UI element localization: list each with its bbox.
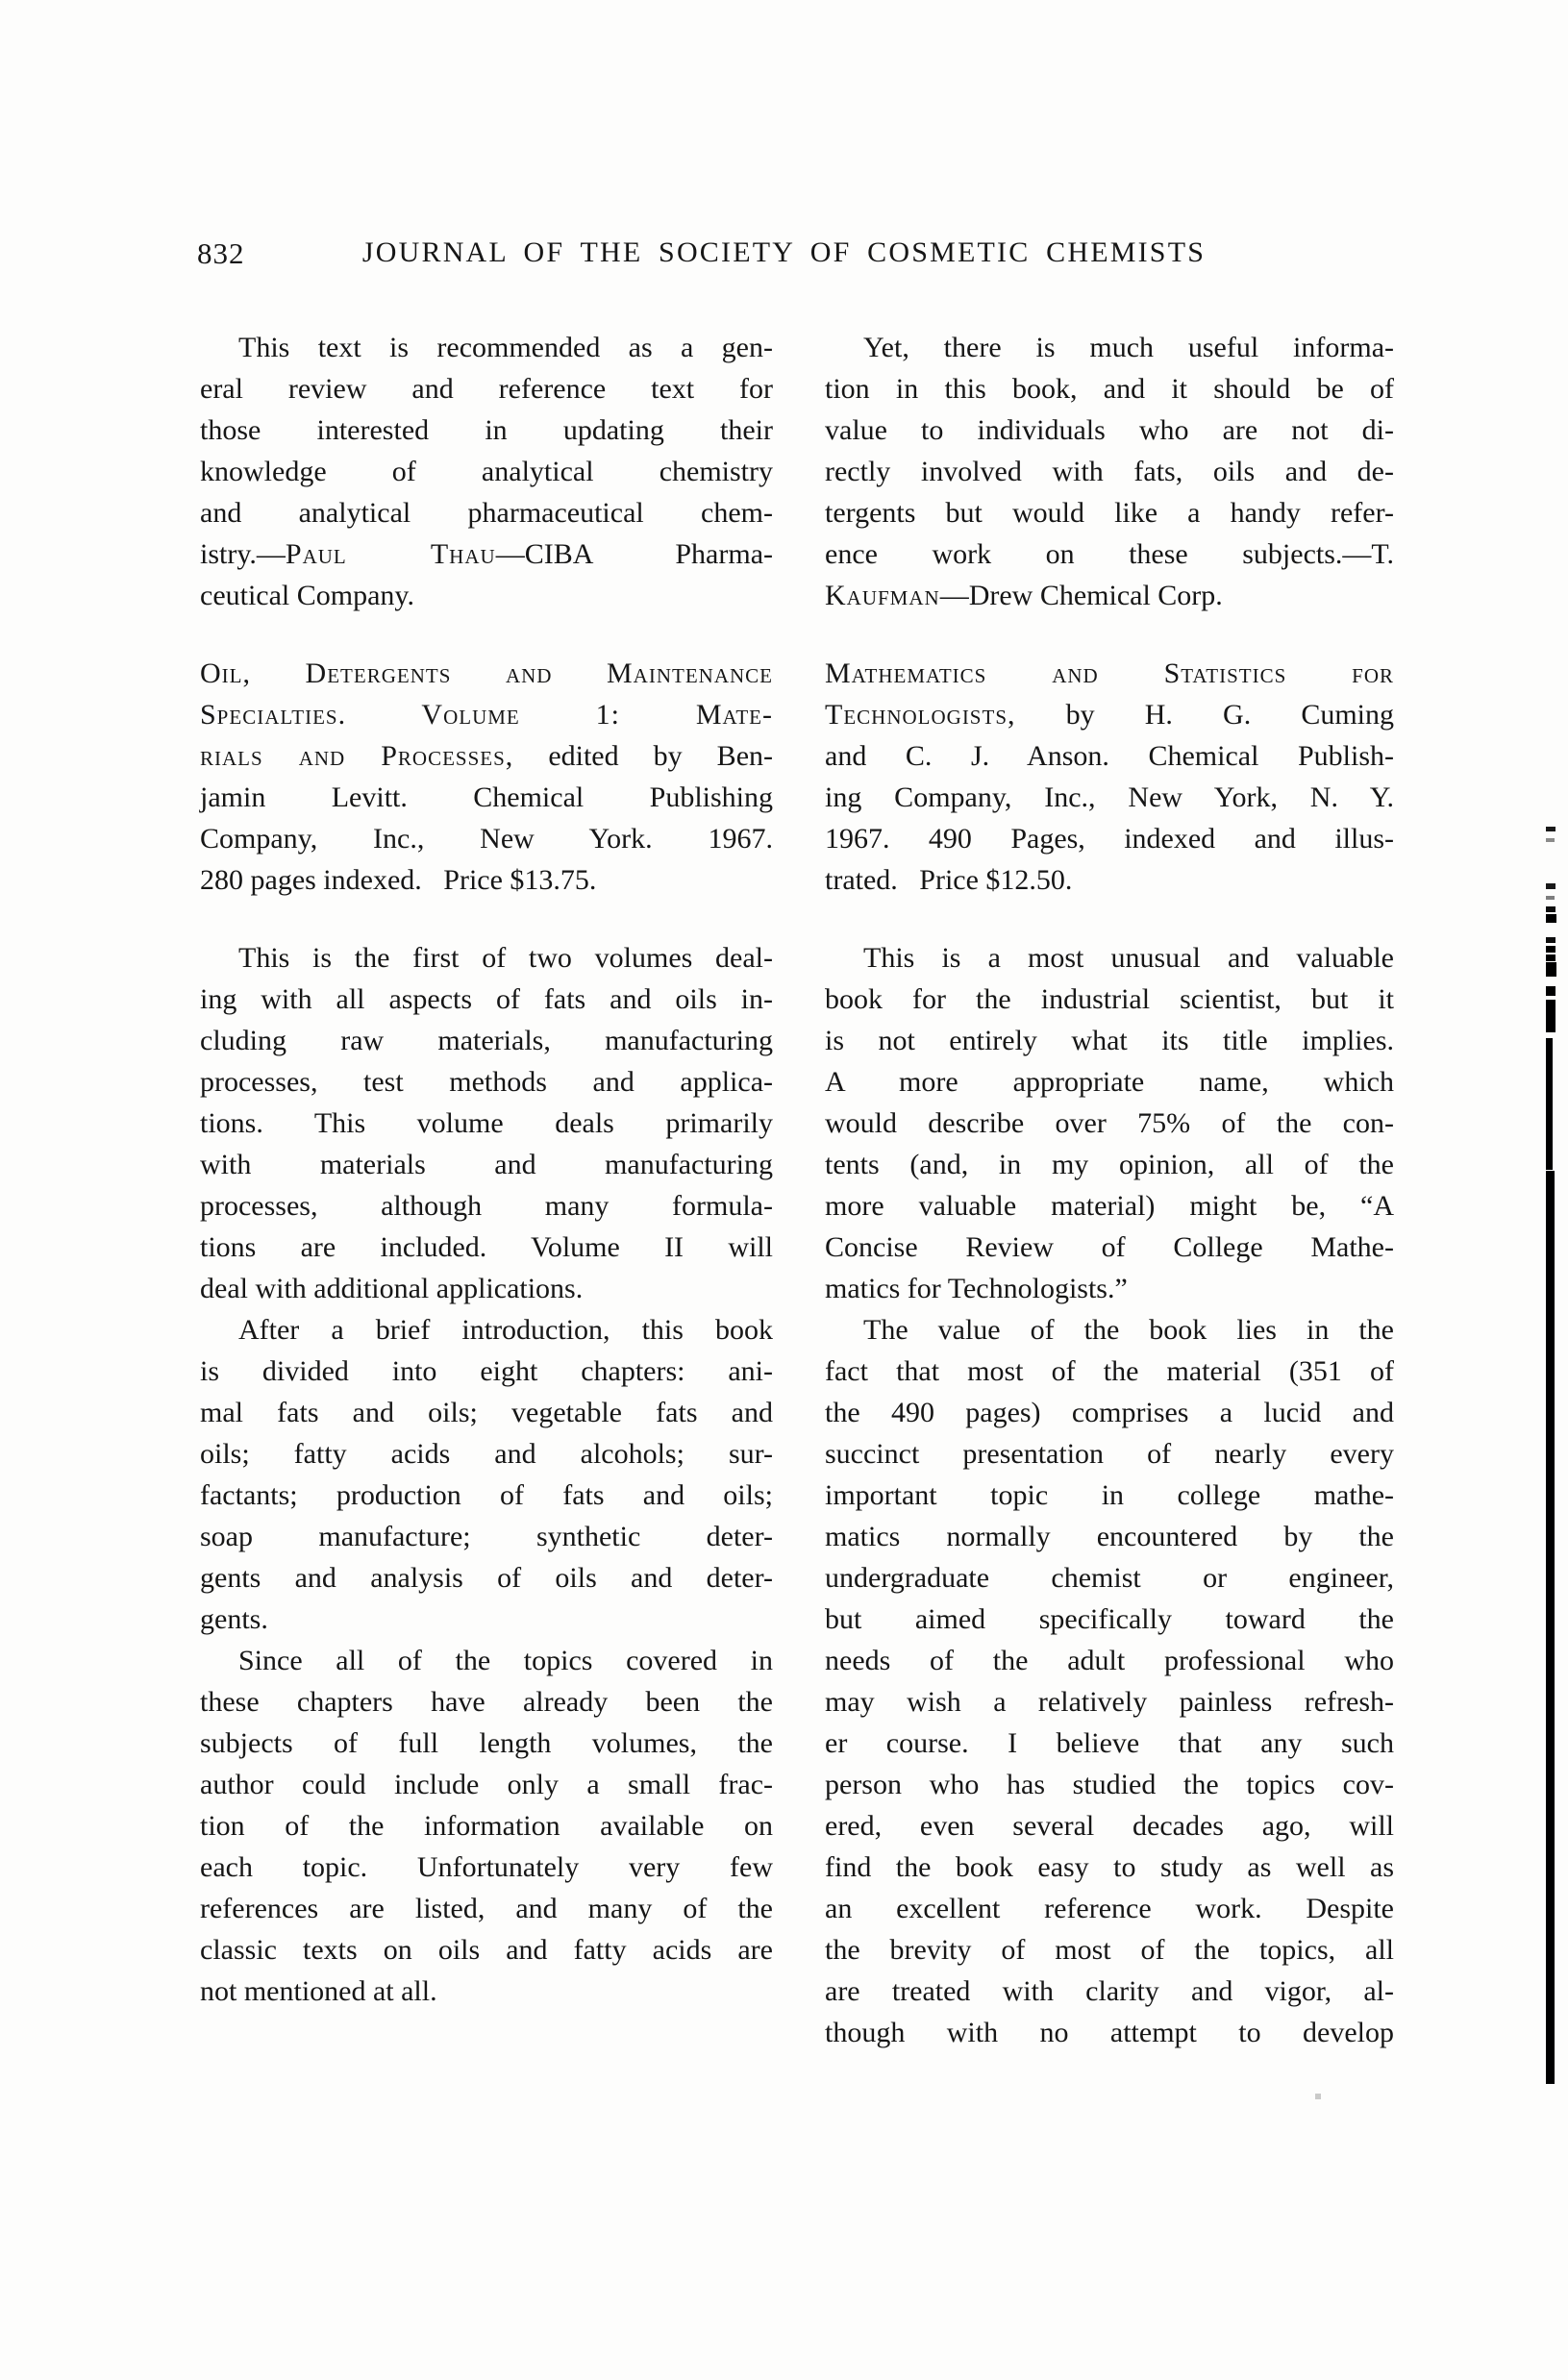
text-line: deal with additional applications. [200, 1273, 584, 1304]
text-line: ence work on these subjects.—T. [825, 538, 1394, 570]
scan-artifact-mark [1546, 827, 1556, 831]
text-line: references are listed, and many of the [200, 1893, 773, 1924]
text-line: tions are included. Volume II will [200, 1231, 773, 1263]
text-line: though with no attempt to develop [825, 2017, 1394, 2048]
text-line: istry.—Paul Thau—CIBA Pharma- [200, 538, 774, 570]
text-line: rials and Processes, edited by Ben- [200, 740, 773, 772]
text-line: oils; fatty acids and alcohols; sur- [200, 1438, 773, 1470]
text-line: 1967. 490 Pages, indexed and illus- [825, 823, 1394, 855]
text-line: Kaufman—Drew Chemical Corp. [825, 580, 1223, 611]
text-line: needs of the adult professional who [825, 1645, 1394, 1676]
text-line: undergraduate chemist or engineer, [825, 1562, 1394, 1594]
text-line: gents and analysis of oils and deter- [200, 1562, 773, 1594]
text-line: soap manufacture; synthetic deter- [200, 1521, 773, 1552]
text-line: tergents but would like a handy refer- [825, 497, 1394, 529]
text-line: 280 pages indexed. Price $13.75. [200, 864, 597, 896]
text-line: Yet, there is much useful informa- [863, 332, 1394, 363]
text-line: knowledge of analytical chemistry [200, 456, 773, 487]
text-line [200, 694, 773, 735]
text-line: tents (and, in my opinion, all of the [825, 1149, 1394, 1180]
text-line: Company, Inc., New York. 1967. [200, 823, 773, 855]
right-column [825, 327, 1394, 2053]
text-line: the brevity of most of the topics, all [825, 1934, 1394, 1966]
text-line: The value of the book lies in the [863, 1314, 1394, 1346]
scan-artifact-mark [1546, 883, 1556, 889]
text-line: is divided into eight chapters: ani- [200, 1355, 773, 1387]
page-header [0, 236, 1568, 275]
text-line: factants; production of fats and oils; [200, 1479, 773, 1511]
text-line: ered, even several decades ago, will [825, 1810, 1394, 1842]
text-line: subjects of full length volumes, the [200, 1727, 773, 1759]
paragraph [825, 327, 1394, 616]
text-line: an excellent reference work. Despite [825, 1893, 1394, 1924]
text-line: After a brief introduction, this book [238, 1314, 773, 1346]
text-line: trated. Price $12.50. [825, 864, 1073, 896]
text-line: tions. This volume deals primarily [200, 1107, 773, 1139]
small-caps-text: Paul Thau [285, 538, 496, 570]
scan-artifact-mark [1546, 954, 1556, 961]
scan-artifact-mark [1546, 962, 1556, 977]
text-line: This text is recommended as a gen- [238, 332, 773, 363]
text-line: A more appropriate name, which [825, 1066, 1394, 1098]
text-line: gents. [200, 1603, 268, 1635]
text-line: value to individuals who are not di- [825, 414, 1394, 446]
text-line: tion of the information available on [200, 1810, 773, 1842]
text-line: may wish a relatively painless refresh- [825, 1686, 1394, 1718]
text-line: not mentioned at all. [200, 1975, 437, 2007]
text-line: Since all of the topics covered in [238, 1645, 773, 1676]
scan-artifact-mark [1546, 896, 1555, 900]
paragraph [825, 1309, 1394, 2053]
text-line: important topic in college mathe- [825, 1479, 1394, 1511]
book-citation [825, 653, 1394, 901]
text-line: and C. J. Anson. Chemical Publish- [825, 740, 1394, 772]
scan-artifact-mark [1546, 838, 1555, 842]
text-line: cluding raw materials, manufacturing [200, 1025, 773, 1056]
small-caps-text: Specialties. Volume 1: Mate- [200, 699, 773, 731]
text-line: fact that most of the material (351 of [825, 1355, 1394, 1387]
text-line [825, 653, 1394, 694]
text-line: is not entirely what its title implies. [825, 1025, 1394, 1056]
scan-artifact-mark [1315, 2094, 1321, 2099]
text-line: book for the industrial scientist, but it [825, 983, 1394, 1015]
scan-artifact-mark [1546, 986, 1556, 996]
paragraph [825, 937, 1394, 1309]
text-line: ing with all aspects of fats and oils in- [200, 983, 773, 1015]
text-line: and analytical pharmaceutical chem- [200, 497, 773, 529]
left-column [200, 327, 773, 2012]
text-line: these chapters have already been the [200, 1686, 773, 1718]
text-line: matics for Technologists.” [825, 1273, 1128, 1304]
paragraph [200, 1309, 773, 1640]
scan-artifact-mark [1546, 906, 1556, 912]
text-line: are treated with clarity and vigor, al- [825, 1975, 1394, 2007]
small-caps-text: rials and Processes, [200, 740, 514, 772]
scan-artifact-mark [1546, 1038, 1553, 1170]
text-line: classic texts on oils and fatty acids are [200, 1934, 773, 1966]
text-line: but aimed specifically toward the [825, 1603, 1394, 1635]
book-citation [200, 653, 773, 901]
text-line: processes, test methods and applica- [200, 1066, 773, 1098]
scan-artifact-mark [1546, 1171, 1555, 2084]
page-number: 832 [197, 236, 245, 270]
text-line: tion in this book, and it should be of [825, 373, 1394, 405]
text-line: person who has studied the topics cov- [825, 1769, 1394, 1800]
paragraph [200, 937, 773, 1309]
journal-title: JOURNAL OF THE SOCIETY OF COSMETIC CHEMISTS [361, 236, 1207, 268]
text-line [200, 653, 773, 694]
text-line: mal fats and oils; vegetable fats and [200, 1397, 773, 1428]
scan-artifact-mark [1546, 937, 1556, 943]
scan-artifact-mark [1546, 914, 1556, 923]
text-line: This is a most unusual and valuable [863, 942, 1394, 974]
small-caps-text: Oil, Detergents and Maintenance [200, 657, 773, 689]
text-line: more valuable material) might be, “A [825, 1190, 1394, 1222]
text-line: eral review and reference text for [200, 373, 773, 405]
paragraph [200, 327, 773, 616]
text-line: succinct presentation of nearly every [825, 1438, 1394, 1470]
text-line: Concise Review of College Mathe- [825, 1231, 1394, 1263]
text-line: jamin Levitt. Chemical Publishing [200, 781, 773, 813]
text-line: matics normally encountered by the [825, 1521, 1394, 1552]
scan-artifact-mark [1546, 946, 1556, 953]
paragraph [200, 1640, 773, 2012]
text-line: would describe over 75% of the con- [825, 1107, 1394, 1139]
small-caps-text: Mathematics and Statistics for [825, 657, 1394, 689]
text-line: ing Company, Inc., New York, N. Y. [825, 781, 1394, 813]
text-line: author could include only a small frac- [200, 1769, 773, 1800]
text-line: rectly involved with fats, oils and de- [825, 456, 1394, 487]
text-line: Technologists, by H. G. Cuming [825, 699, 1394, 731]
text-line: processes, although many formula- [200, 1190, 773, 1222]
text-line: This is the first of two volumes deal- [238, 942, 773, 974]
text-line: those interested in updating their [200, 414, 773, 446]
text-line: with materials and manufacturing [200, 1149, 773, 1180]
text-line: er course. I believe that any such [825, 1727, 1394, 1759]
small-caps-text: Technologists, [825, 699, 1016, 731]
text-line: each topic. Unfortunately very few [200, 1851, 773, 1883]
small-caps-text: Kaufman [825, 580, 940, 611]
text-line: ceutical Company. [200, 580, 414, 611]
scan-artifact-mark [1546, 1000, 1556, 1032]
text-line: the 490 pages) comprises a lucid and [825, 1397, 1394, 1428]
text-line: find the book easy to study as well as [825, 1851, 1394, 1883]
